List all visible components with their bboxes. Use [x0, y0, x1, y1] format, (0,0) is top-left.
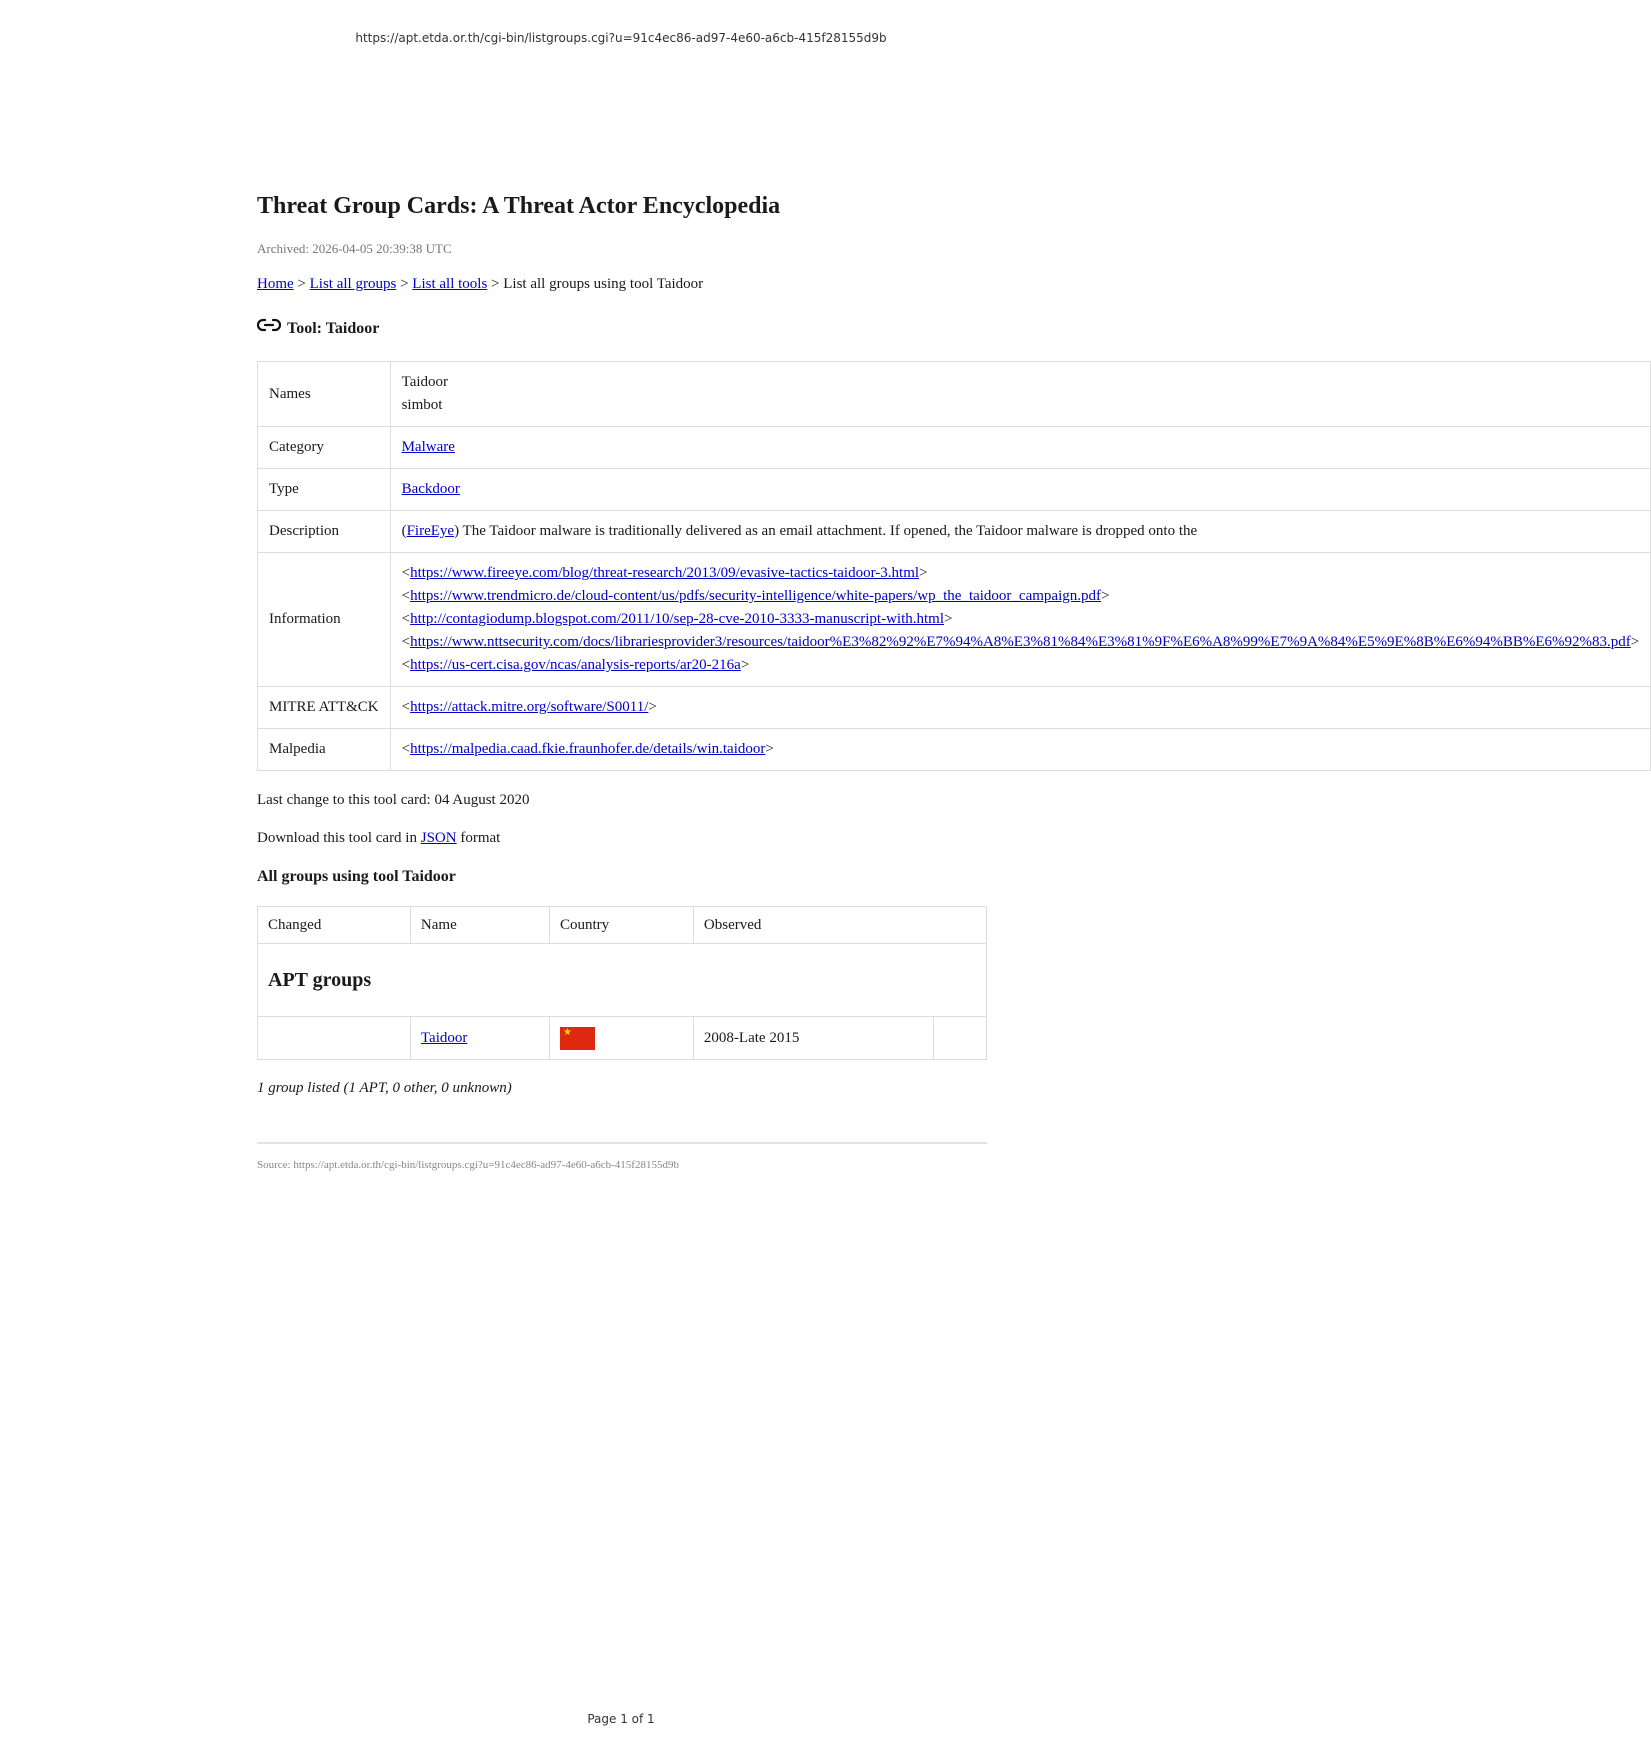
angle-open: <: [401, 699, 411, 715]
breadcrumb-groups-link[interactable]: List all groups: [309, 276, 397, 292]
description-value: [390, 511, 1651, 553]
mitre-label: MITRE ATT&CK: [258, 687, 391, 729]
column-header-country: Country: [549, 907, 693, 944]
angle-close: >: [648, 699, 657, 715]
description-label: Description: [258, 511, 391, 553]
china-flag-icon: ★: [560, 1027, 595, 1050]
source-url: Source: https://apt.etda.or.th/cgi-bin/listgroups.cgi?u=91c4ec86-ad97-4e60-a6cb-415f28155d9b: [257, 1159, 679, 1171]
groups-table: [257, 906, 987, 1060]
column-header-changed: Changed: [258, 907, 411, 944]
extra-cell: [934, 1017, 987, 1060]
tool-info-table: [257, 361, 1651, 771]
column-header-observed: Observed: [693, 907, 986, 944]
archived-timestamp: Archived: 2026-04-05 20:39:38 UTC: [257, 241, 452, 256]
category-row: [258, 427, 1651, 469]
information-value: [390, 553, 1651, 687]
print-header-url: https://apt.etda.or.th/cgi-bin/listgroups.cgi?u=91c4ec86-ad97-4e60-a6cb-415f28155d9b: [355, 31, 887, 45]
angle-close: >: [1630, 634, 1640, 650]
type-value: [390, 469, 1651, 511]
groups-heading: All groups using tool Taidoor: [257, 868, 456, 885]
link-icon: [257, 316, 287, 341]
information-link[interactable]: https://www.fireeye.com/blog/threat-research/2013/09/evasive-tactics-taidoor-3.html: [410, 565, 920, 581]
information-item: [402, 631, 1640, 654]
page-number: Page 1 of 1: [587, 1712, 655, 1726]
names-value: [390, 362, 1651, 427]
malpedia-row: [258, 729, 1651, 771]
mitre-row: [258, 687, 1651, 729]
column-header-name: Name: [410, 907, 549, 944]
angle-open: <: [401, 657, 411, 673]
breadcrumb-tools-link[interactable]: List all tools: [412, 276, 488, 292]
description-paren: (: [401, 523, 407, 539]
download-prefix: Download this tool card in: [257, 830, 421, 846]
breadcrumb-separator: >: [396, 276, 413, 292]
names-row: [258, 362, 1651, 427]
page-title: Threat Group Cards: A Threat Actor Encyclopedia: [257, 193, 781, 219]
names-label: Names: [258, 362, 391, 427]
group-name-cell: [410, 1017, 549, 1060]
angle-open: <: [401, 634, 411, 650]
information-item: [402, 585, 1640, 608]
malpedia-value: [390, 729, 1651, 771]
table-row: [258, 1017, 987, 1060]
section-title: APT groups: [258, 944, 987, 1017]
tool-table-wrapper: [257, 361, 1640, 771]
mitre-value: [390, 687, 1651, 729]
description-source-link[interactable]: FireEye: [406, 523, 455, 539]
angle-close: >: [765, 741, 774, 757]
country-cell: [549, 1017, 693, 1060]
tool-heading-text: Tool: Taidoor: [287, 319, 380, 337]
angle-open: <: [401, 611, 411, 627]
breadcrumb-separator: >: [487, 276, 504, 292]
tool-heading: [257, 316, 1157, 341]
malpedia-label: Malpedia: [258, 729, 391, 771]
information-link[interactable]: https://www.nttsecurity.com/docs/librariesprovider3/resources/taidoor%E3%82%92%E7%94%A8%E3%81%84%E3%81%9F%E6%A8%99%E7%9A%84%E5%9E%8B%E6%94%BB%E6%92%83.pdf: [410, 634, 1631, 650]
type-row: [258, 469, 1651, 511]
breadcrumb-home-link[interactable]: Home: [257, 276, 294, 292]
information-item: [402, 654, 1640, 677]
mitre-link[interactable]: https://attack.mitre.org/software/S0011/: [410, 699, 649, 715]
type-label: Type: [258, 469, 391, 511]
information-link[interactable]: https://us-cert.cisa.gov/ncas/analysis-reports/ar20-216a: [410, 657, 741, 673]
angle-open: <: [401, 565, 411, 581]
json-download-link[interactable]: JSON: [420, 830, 457, 846]
angle-open: <: [401, 741, 411, 757]
information-row: [258, 553, 1651, 687]
angle-close: >: [919, 565, 928, 581]
groups-header-row: [258, 907, 987, 944]
changed-cell: [258, 1017, 411, 1060]
angle-close: >: [740, 657, 750, 673]
angle-close: >: [1101, 588, 1110, 604]
description-row: [258, 511, 1651, 553]
information-item: [402, 608, 1640, 631]
download-line: [257, 828, 1157, 848]
information-label: Information: [258, 553, 391, 687]
angle-open: <: [401, 588, 411, 604]
information-item: [402, 562, 1640, 585]
category-value: [390, 427, 1651, 469]
groups-summary: 1 group listed (1 APT, 0 other, 0 unknown): [257, 1080, 512, 1096]
last-change-text: Last change to this tool card: 04 August 2020: [257, 792, 530, 808]
group-name-link[interactable]: Taidoor: [420, 1029, 468, 1046]
description-text: ) The Taidoor malware is traditionally delivered as an email attachment. If opened, the Taidoor malware is dropped onto the: [454, 523, 1198, 539]
information-link[interactable]: https://www.trendmicro.de/cloud-content/us/pdfs/security-intelligence/white-papers/wp_the_taidoor_campaign.pdf: [410, 588, 1101, 604]
information-link[interactable]: http://contagiodump.blogspot.com/2011/10/sep-28-cve-2010-3333-manuscript-with.html: [410, 611, 945, 627]
angle-close: >: [944, 611, 953, 627]
download-suffix: format: [456, 830, 501, 846]
type-link[interactable]: Backdoor: [401, 481, 460, 497]
footer-divider: [257, 1142, 987, 1144]
breadcrumb-separator: >: [293, 276, 310, 292]
malpedia-link[interactable]: https://malpedia.caad.fkie.fraunhofer.de/details/win.taidoor: [410, 741, 766, 757]
section-row: [258, 944, 987, 1017]
page-content: [257, 188, 1640, 1172]
category-link[interactable]: Malware: [401, 439, 455, 455]
observed-cell: 2008-Late 2015: [693, 1017, 933, 1060]
breadcrumb: [257, 274, 1157, 294]
name-item: simbot: [401, 397, 443, 413]
category-label: Category: [258, 427, 391, 469]
breadcrumb-current: List all groups using tool Taidoor: [503, 276, 704, 292]
name-item: Taidoor: [401, 374, 449, 390]
